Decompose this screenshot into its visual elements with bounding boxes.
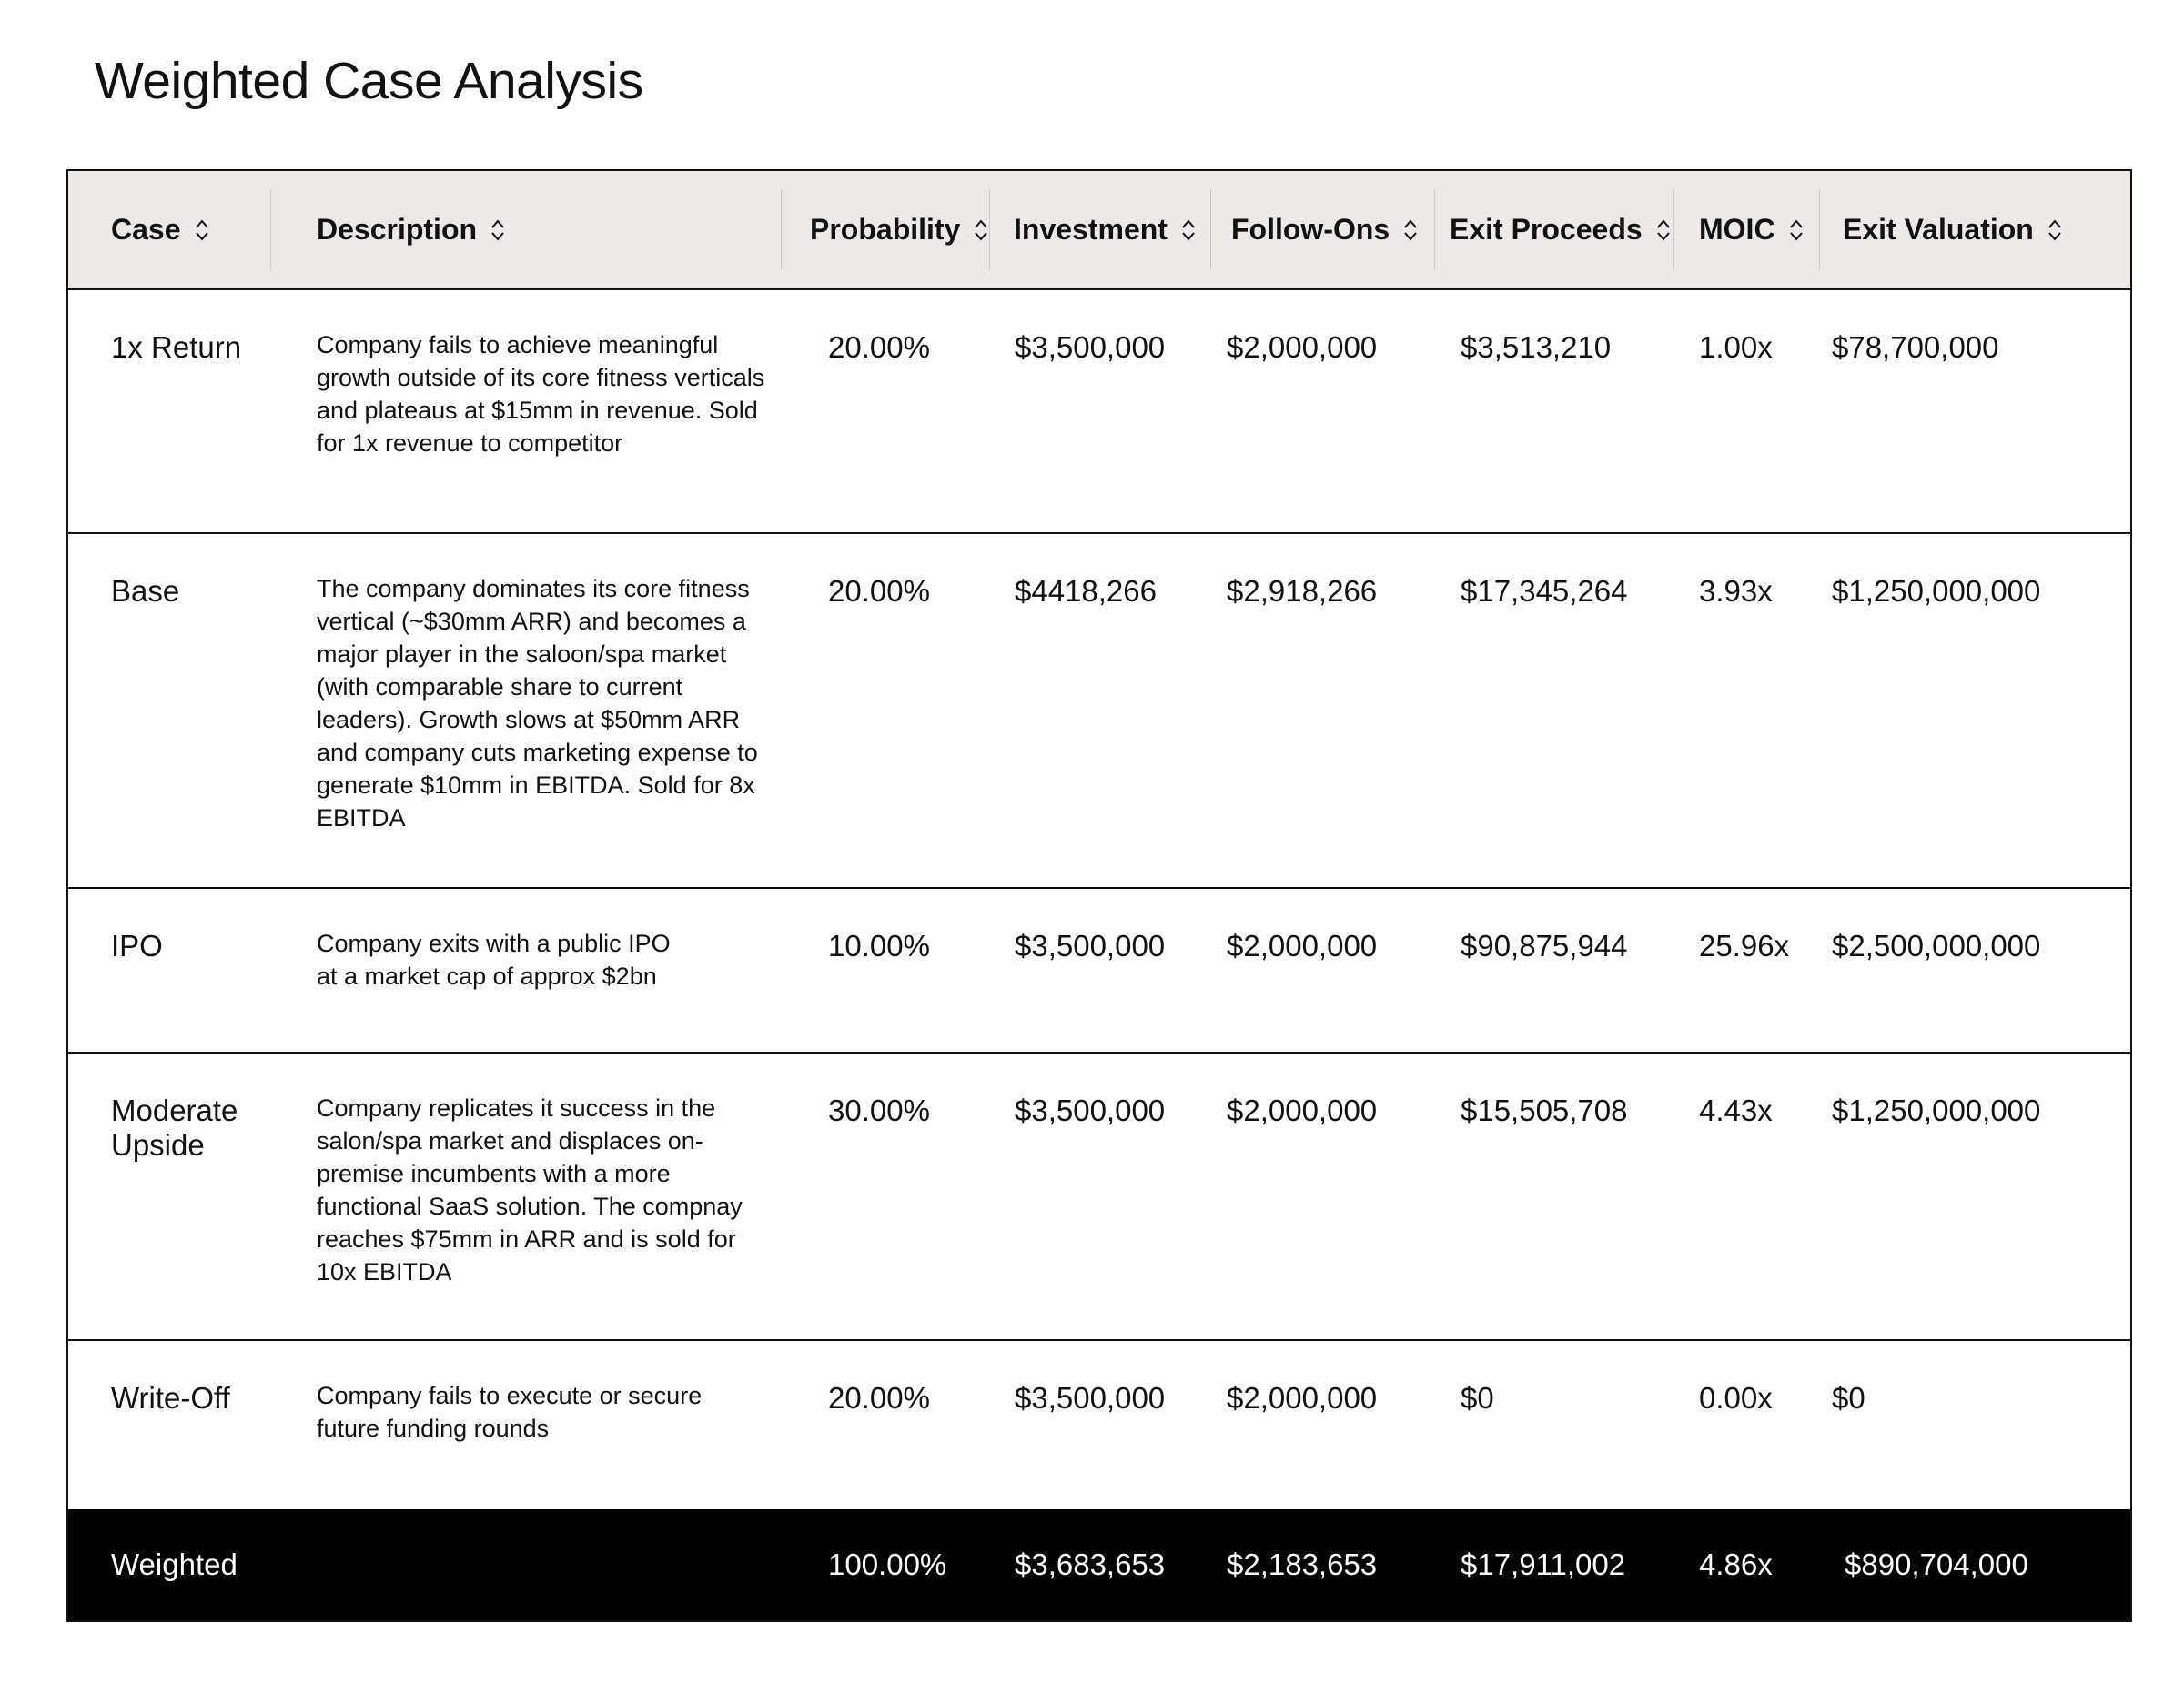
description-cell: Company fails to achieve meaningful growth outside of its core fitness verticals and plateaus at $15mm in revenue. Sold for 1x revenue to competitor: [271, 289, 782, 533]
table-row: [68, 289, 2130, 533]
weighted-total-row: [68, 1509, 2130, 1620]
column-header-label: Case: [111, 213, 181, 246]
sort-chevrons-icon[interactable]: [973, 217, 989, 243]
investment-cell: $3,500,000: [990, 888, 1211, 1053]
case-cell: Write-Off: [68, 1340, 271, 1509]
column-header-label: MOIC: [1699, 213, 1775, 246]
sort-chevrons-icon[interactable]: [2047, 217, 2063, 243]
follow-ons-cell: $2,000,000: [1211, 289, 1435, 533]
column-header-label: Exit Valuation: [1843, 213, 2034, 246]
probability-cell: 30.00%: [782, 1053, 990, 1340]
follow-ons-cell: $2,000,000: [1211, 1053, 1435, 1340]
column-header-case[interactable]: [68, 171, 271, 289]
column-header-label: Follow-Ons: [1231, 213, 1390, 246]
total-moic-cell: 4.86x: [1699, 1548, 1773, 1581]
investment-cell: $3,500,000: [990, 1340, 1211, 1509]
total-investment-cell: $3,683,653: [1015, 1548, 1166, 1581]
investment-cell: $4418,266: [990, 533, 1211, 888]
follow-ons-cell: $2,000,000: [1211, 1340, 1435, 1509]
column-header-description[interactable]: [271, 171, 782, 289]
weighted-case-table: [66, 169, 2132, 1622]
total-description-cell: [271, 1509, 782, 1620]
case-cell: 1x Return: [68, 289, 271, 533]
moic-cell: 25.96x: [1674, 888, 1820, 1053]
total-exit-valuation-cell: $890,704,000: [1845, 1548, 2028, 1581]
sort-chevrons-icon[interactable]: [194, 217, 210, 243]
total-probability-cell: 100.00%: [828, 1548, 947, 1581]
table-header-row: [68, 171, 2130, 289]
column-header-exit-proceeds[interactable]: [1435, 171, 1674, 289]
table-row: [68, 1053, 2130, 1340]
page-title: Weighted Case Analysis: [95, 52, 643, 110]
column-header-label: Probability: [810, 213, 961, 246]
moic-cell: 4.43x: [1674, 1053, 1820, 1340]
column-header-label: Investment: [1014, 213, 1168, 246]
investment-cell: $3,500,000: [990, 1053, 1211, 1340]
probability-cell: 20.00%: [782, 1340, 990, 1509]
column-header-investment[interactable]: [990, 171, 1211, 289]
exit-valuation-cell: $0: [1820, 1340, 2130, 1509]
table-row: [68, 533, 2130, 888]
description-line: at a market cap of approx $2bn: [317, 963, 657, 990]
case-cell: Moderate Upside: [68, 1053, 271, 1340]
column-header-label: Description: [317, 213, 478, 246]
moic-cell: 3.93x: [1674, 533, 1820, 888]
total-exit-proceeds-cell: $17,911,002: [1461, 1548, 1626, 1581]
probability-cell: 20.00%: [782, 533, 990, 888]
sort-chevrons-icon[interactable]: [1788, 217, 1805, 243]
probability-cell: 20.00%: [782, 289, 990, 533]
sort-chevrons-icon[interactable]: [1180, 217, 1197, 243]
exit-proceeds-cell: $15,505,708: [1435, 1053, 1674, 1340]
description-cell: The company dominates its core fitness vertical (~$30mm ARR) and becomes a major player in the saloon/spa market (with comparable share to current leaders). Growth slows at $50mm ARR and company cuts marketing expense to generate $10mm in EBITDA. Sold for 8x EBITDA: [271, 533, 782, 888]
total-case-cell: Weighted: [111, 1548, 238, 1581]
column-header-exit-valuation[interactable]: [1820, 171, 2130, 289]
table-row: [68, 888, 2130, 1053]
sort-chevrons-icon[interactable]: [1655, 217, 1672, 243]
sort-chevrons-icon[interactable]: [1402, 217, 1419, 243]
column-header-follow-ons[interactable]: [1211, 171, 1435, 289]
exit-proceeds-cell: $3,513,210: [1435, 289, 1674, 533]
exit-proceeds-cell: $90,875,944: [1435, 888, 1674, 1053]
follow-ons-cell: $2,000,000: [1211, 888, 1435, 1053]
table-row: [68, 1340, 2130, 1509]
investment-cell: $3,500,000: [990, 289, 1211, 533]
case-cell: Base: [68, 533, 271, 888]
exit-valuation-cell: $2,500,000,000: [1820, 888, 2130, 1053]
exit-valuation-cell: $78,700,000: [1820, 289, 2130, 533]
description-line: Company exits with a public IPO: [317, 930, 671, 957]
probability-cell: 10.00%: [782, 888, 990, 1053]
exit-valuation-cell: $1,250,000,000: [1820, 1053, 2130, 1340]
description-cell: Company fails to execute or secure future funding rounds: [271, 1340, 782, 1509]
case-table: [68, 171, 2130, 1620]
column-header-probability[interactable]: [782, 171, 990, 289]
exit-proceeds-cell: $17,345,264: [1435, 533, 1674, 888]
column-header-label: Exit Proceeds: [1450, 213, 1643, 246]
moic-cell: 1.00x: [1674, 289, 1820, 533]
case-cell: IPO: [68, 888, 271, 1053]
description-cell: Company replicates it success in the salon/spa market and displaces on-premise incumbents with a more functional SaaS solution. The compnay reaches $75mm in ARR and is sold for 10x EBITDA: [271, 1053, 782, 1340]
column-header-moic[interactable]: [1674, 171, 1820, 289]
exit-proceeds-cell: $0: [1435, 1340, 1674, 1509]
moic-cell: 0.00x: [1674, 1340, 1820, 1509]
follow-ons-cell: $2,918,266: [1211, 533, 1435, 888]
exit-valuation-cell: $1,250,000,000: [1820, 533, 2130, 888]
description-cell: [271, 888, 782, 1053]
sort-chevrons-icon[interactable]: [490, 217, 506, 243]
total-follow-ons-cell: $2,183,653: [1227, 1548, 1378, 1581]
